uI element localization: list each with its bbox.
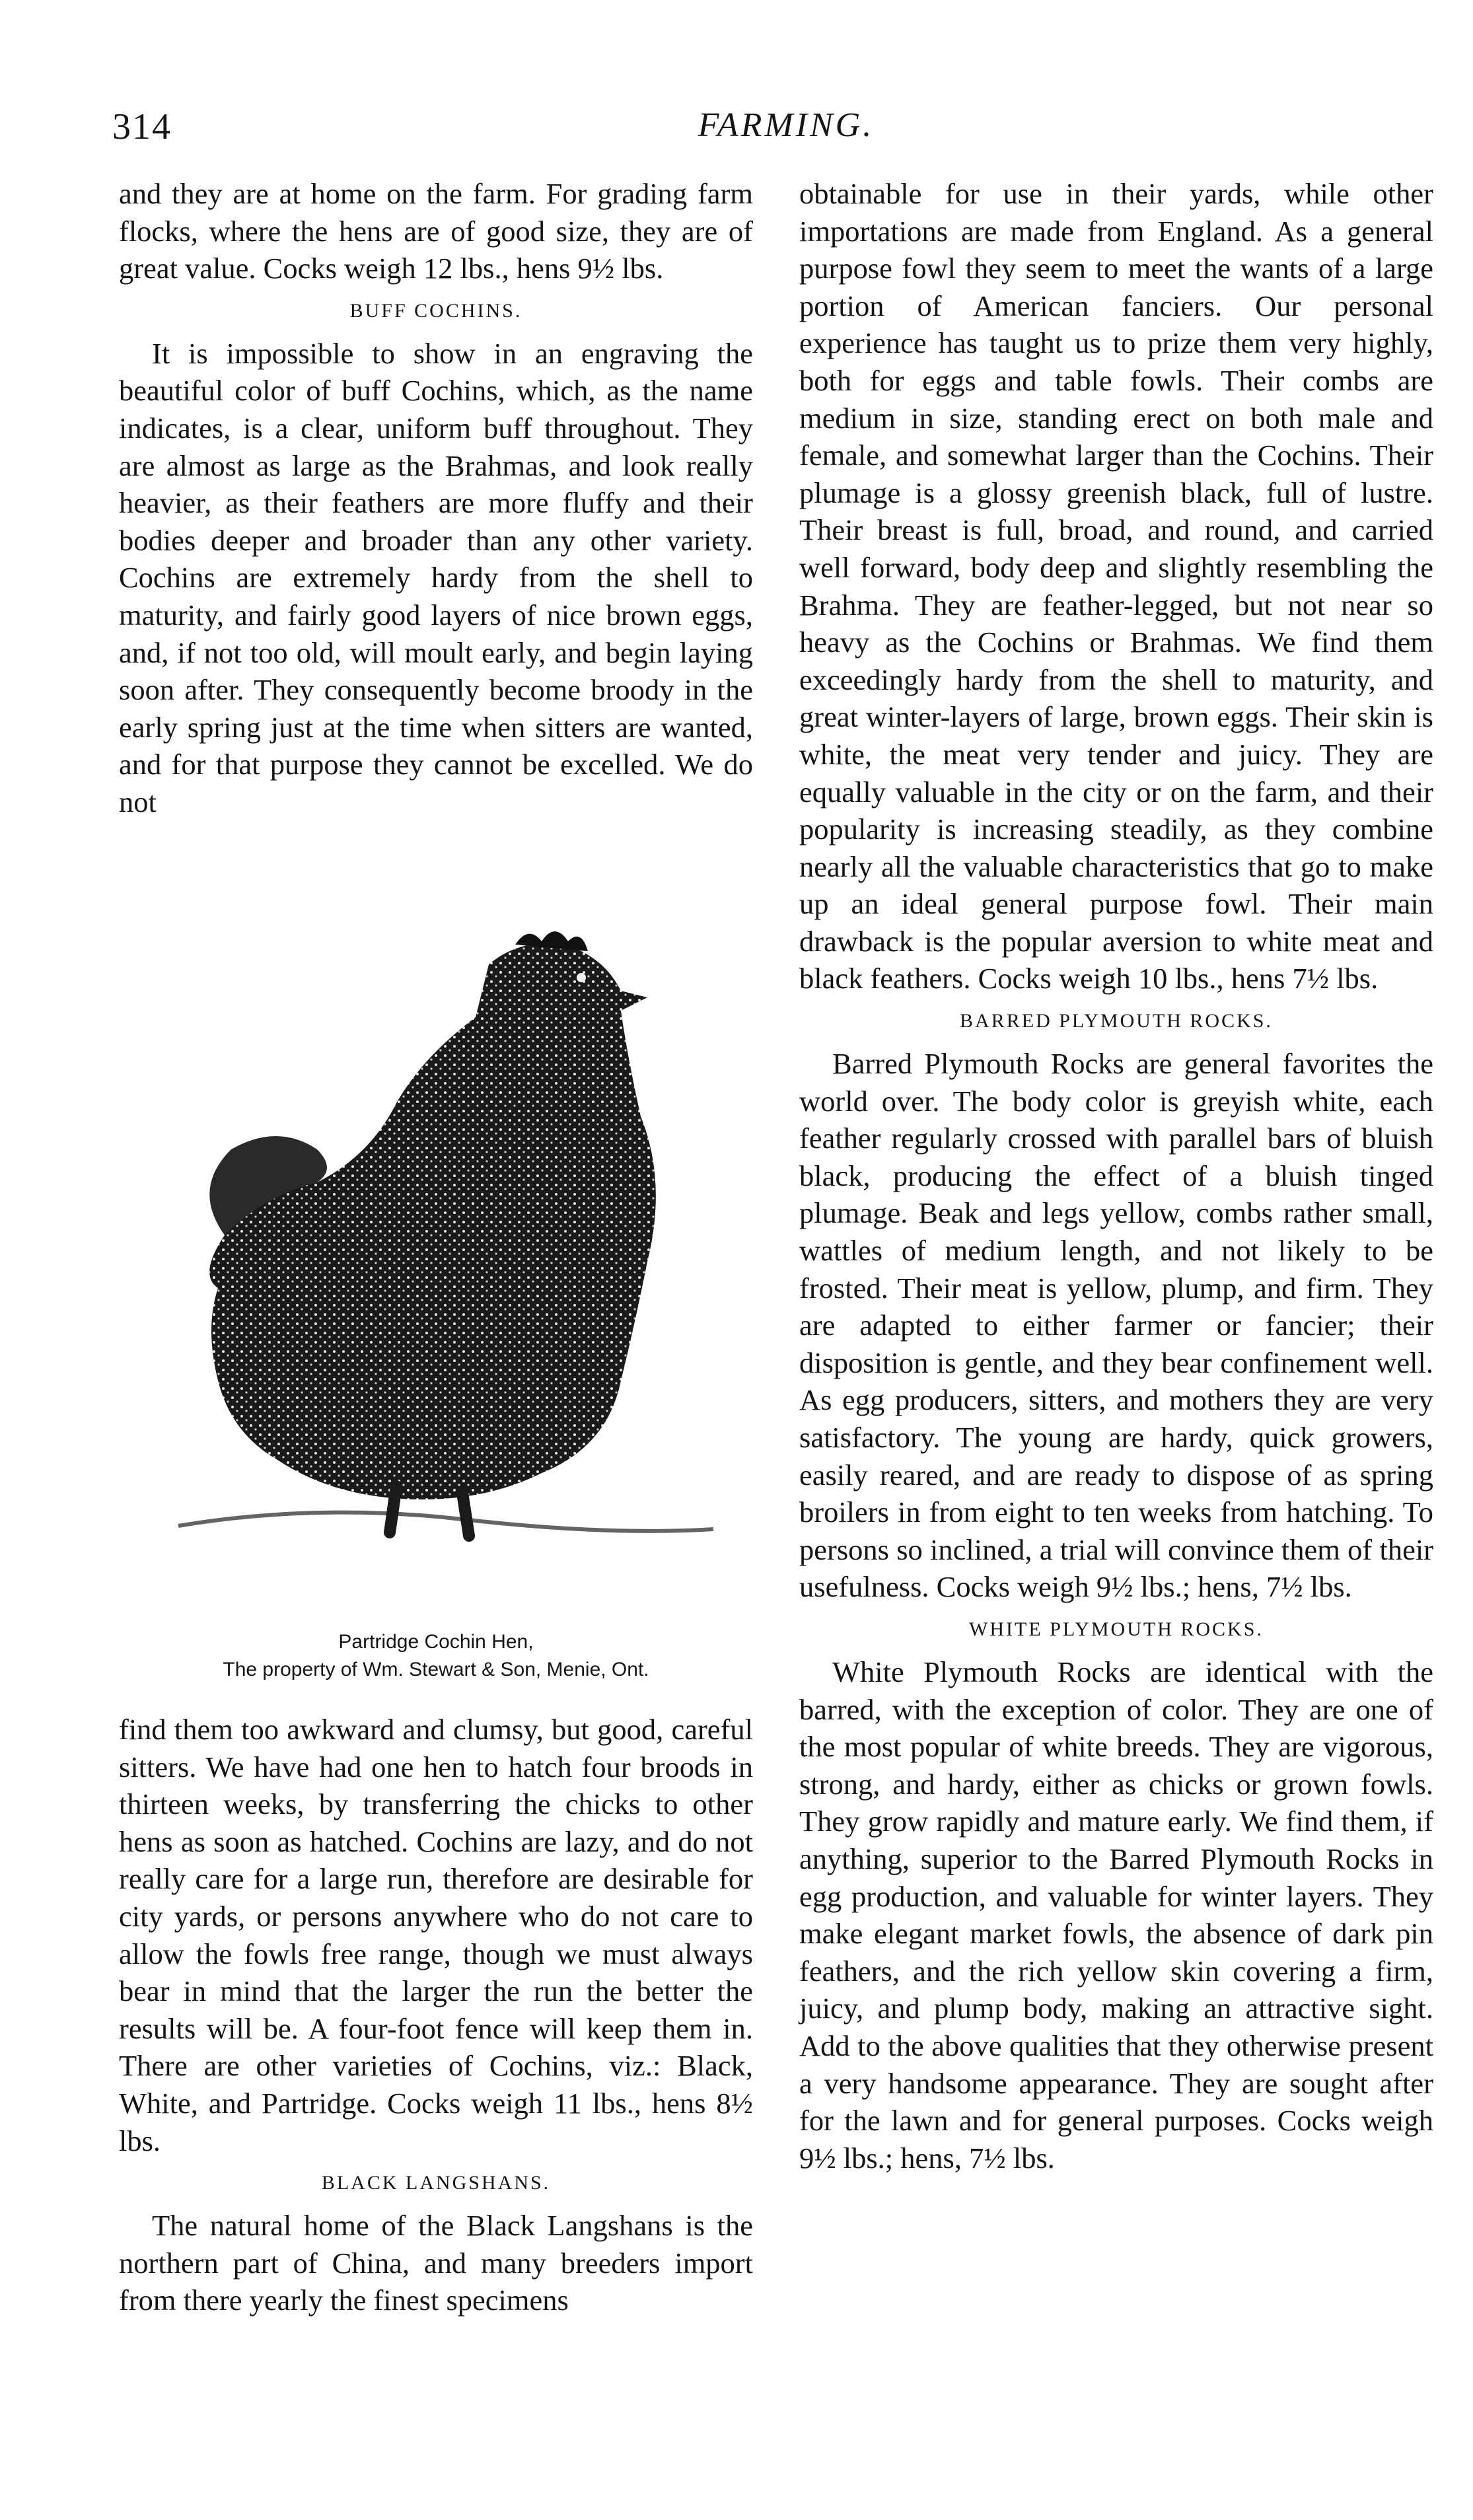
page-header bbox=[112, 106, 1460, 159]
running-head: FARMING. bbox=[698, 106, 875, 144]
caption-title: Partridge Cochin Hen, bbox=[338, 1631, 534, 1653]
paragraph: obtainable for use in their yards, while other importations are made from England. As a general purpose fowl they seem to meet the wants of a large portion of American fanciers. Our personal experience has taught us to prize them very highly, both for eggs and table fowls. Their combs are medium in size, standing erect on both male and female, and somewhat larger than the Cochins. Their plumage is a glossy greenish black, full of lustre. Their breast is full, broad, and round, and carried well forward, body deep and slightly resembling the Brahma. They are feather-legged, but not near so heavy as the Cochins or Brahmas. We find them exceedingly hardy from the shell to maturity, and great winter-layers of large, brown eggs. Their skin is white, the meat very tender and juicy. They are equally valuable in the city or on the farm, and their popularity is increasing steadily, as they combine nearly all the valuable characteristics that go to make up an ideal general purpose fowl. Their main drawback is the popular aversion to white meat and black feathers. Cocks weigh 10 lbs., hens 7½ lbs. bbox=[799, 177, 1433, 995]
section-heading: BARRED PLYMOUTH ROCKS. bbox=[960, 1010, 1273, 1032]
figure-caption bbox=[119, 1628, 753, 1684]
hen-illustration bbox=[119, 905, 753, 1599]
paragraph: and they are at home on the farm. For grading farm flocks, where the hens are of good size, they are of great value. Cocks weigh 12 lbs., hens 9½ lbs. bbox=[119, 177, 753, 285]
paragraph: The natural home of the Black Langshans is the northern part of China, and many breeders import from there yearly the finest specimens bbox=[119, 2209, 753, 2317]
paragraph: find them too awkward and clumsy, but good, careful sitters. We have had one hen to hatch four broods in thirteen weeks, by transferring the chicks to other hens as soon as hatched. Cochins are lazy, and do not really care for a large run, therefore are desirable for city yards, or persons anywhere who do not care to allow the fowls free range, though we must always bear in mind that the larger the run the better the results will be. A four-foot fence will keep them in. There are other varieties of Cochins, viz.: Black, White, and Partridge. Cocks weigh 11 lbs., hens 8½ lbs. bbox=[119, 1713, 753, 2157]
section-heading: WHITE PLYMOUTH ROCKS. bbox=[969, 1618, 1264, 1640]
section-heading: BLACK LANGSHANS. bbox=[321, 2172, 551, 2194]
right-column bbox=[799, 175, 1433, 2177]
paragraph: It is impossible to show in an engraving the beautiful color of buff Cochins, which, as the name indicates, is a clear, uniform buff throughout. They are almost as large as the Brahmas, and look really heavier, as their feathers are more fluffy and their bodies deeper and broader than any other variety. Cochins are extremely hardy from the shell to maturity, and fairly good layers of nice brown eggs, and, if not too old, will moult early, and begin laying soon after. They consequently become broody in the early spring just at the time when sitters are wanted, and for that purpose they cannot be excelled. We do not bbox=[119, 336, 753, 818]
paragraph: Barred Plymouth Rocks are general favorites the world over. The body color is greyish white, each feather regularly crossed with parallel bars of bluish black, producing the effect of a bluish tinged plumage. Beak and legs yellow, combs rather small, wattles of medium length, and not likely to be frosted. Their meat is yellow, plump, and firm. They are adapted to either farmer or fancier; their disposition is gentle, and they bear confinement well. As egg producers, sitters, and mothers they are very satisfactory. The young are hardy, quick growers, easily reared, and are ready to dispose of as spring broilers in from eight to ten weeks from hatching. To persons so inclined, a trial will convince them of their usefulness. Cocks weigh 9½ lbs.; hens, 7½ lbs. bbox=[799, 1047, 1433, 1604]
section-heading: BUFF COCHINS. bbox=[349, 299, 522, 322]
left-column-top bbox=[119, 175, 753, 821]
paragraph: White Plymouth Rocks are identical with the barred, with the exception of color. They are one of the most popular of white breeds. They are vigorous, strong, and hardy, either as chicks or grown fowls. They grow rapidly and mature early. We find them, if anything, superior to the Barred Plymouth Rocks in egg production, and valuable for winter layers. They make elegant market fowls, the absence of dark pin feathers, and the rich yellow skin covering a firm, juicy, and plump body, making an attractive sight. Add to the above qualities that they otherwise present a very handsome appearance. They are sought after for the lawn and for general purposes. Cocks weigh 9½ lbs.; hens, 7½ lbs. bbox=[799, 1655, 1433, 2175]
left-column-bottom bbox=[119, 1711, 753, 2319]
caption-credit: The property of Wm. Stewart & Son, Menie, Ont. bbox=[223, 1659, 649, 1680]
page-number: 314 bbox=[112, 106, 172, 147]
